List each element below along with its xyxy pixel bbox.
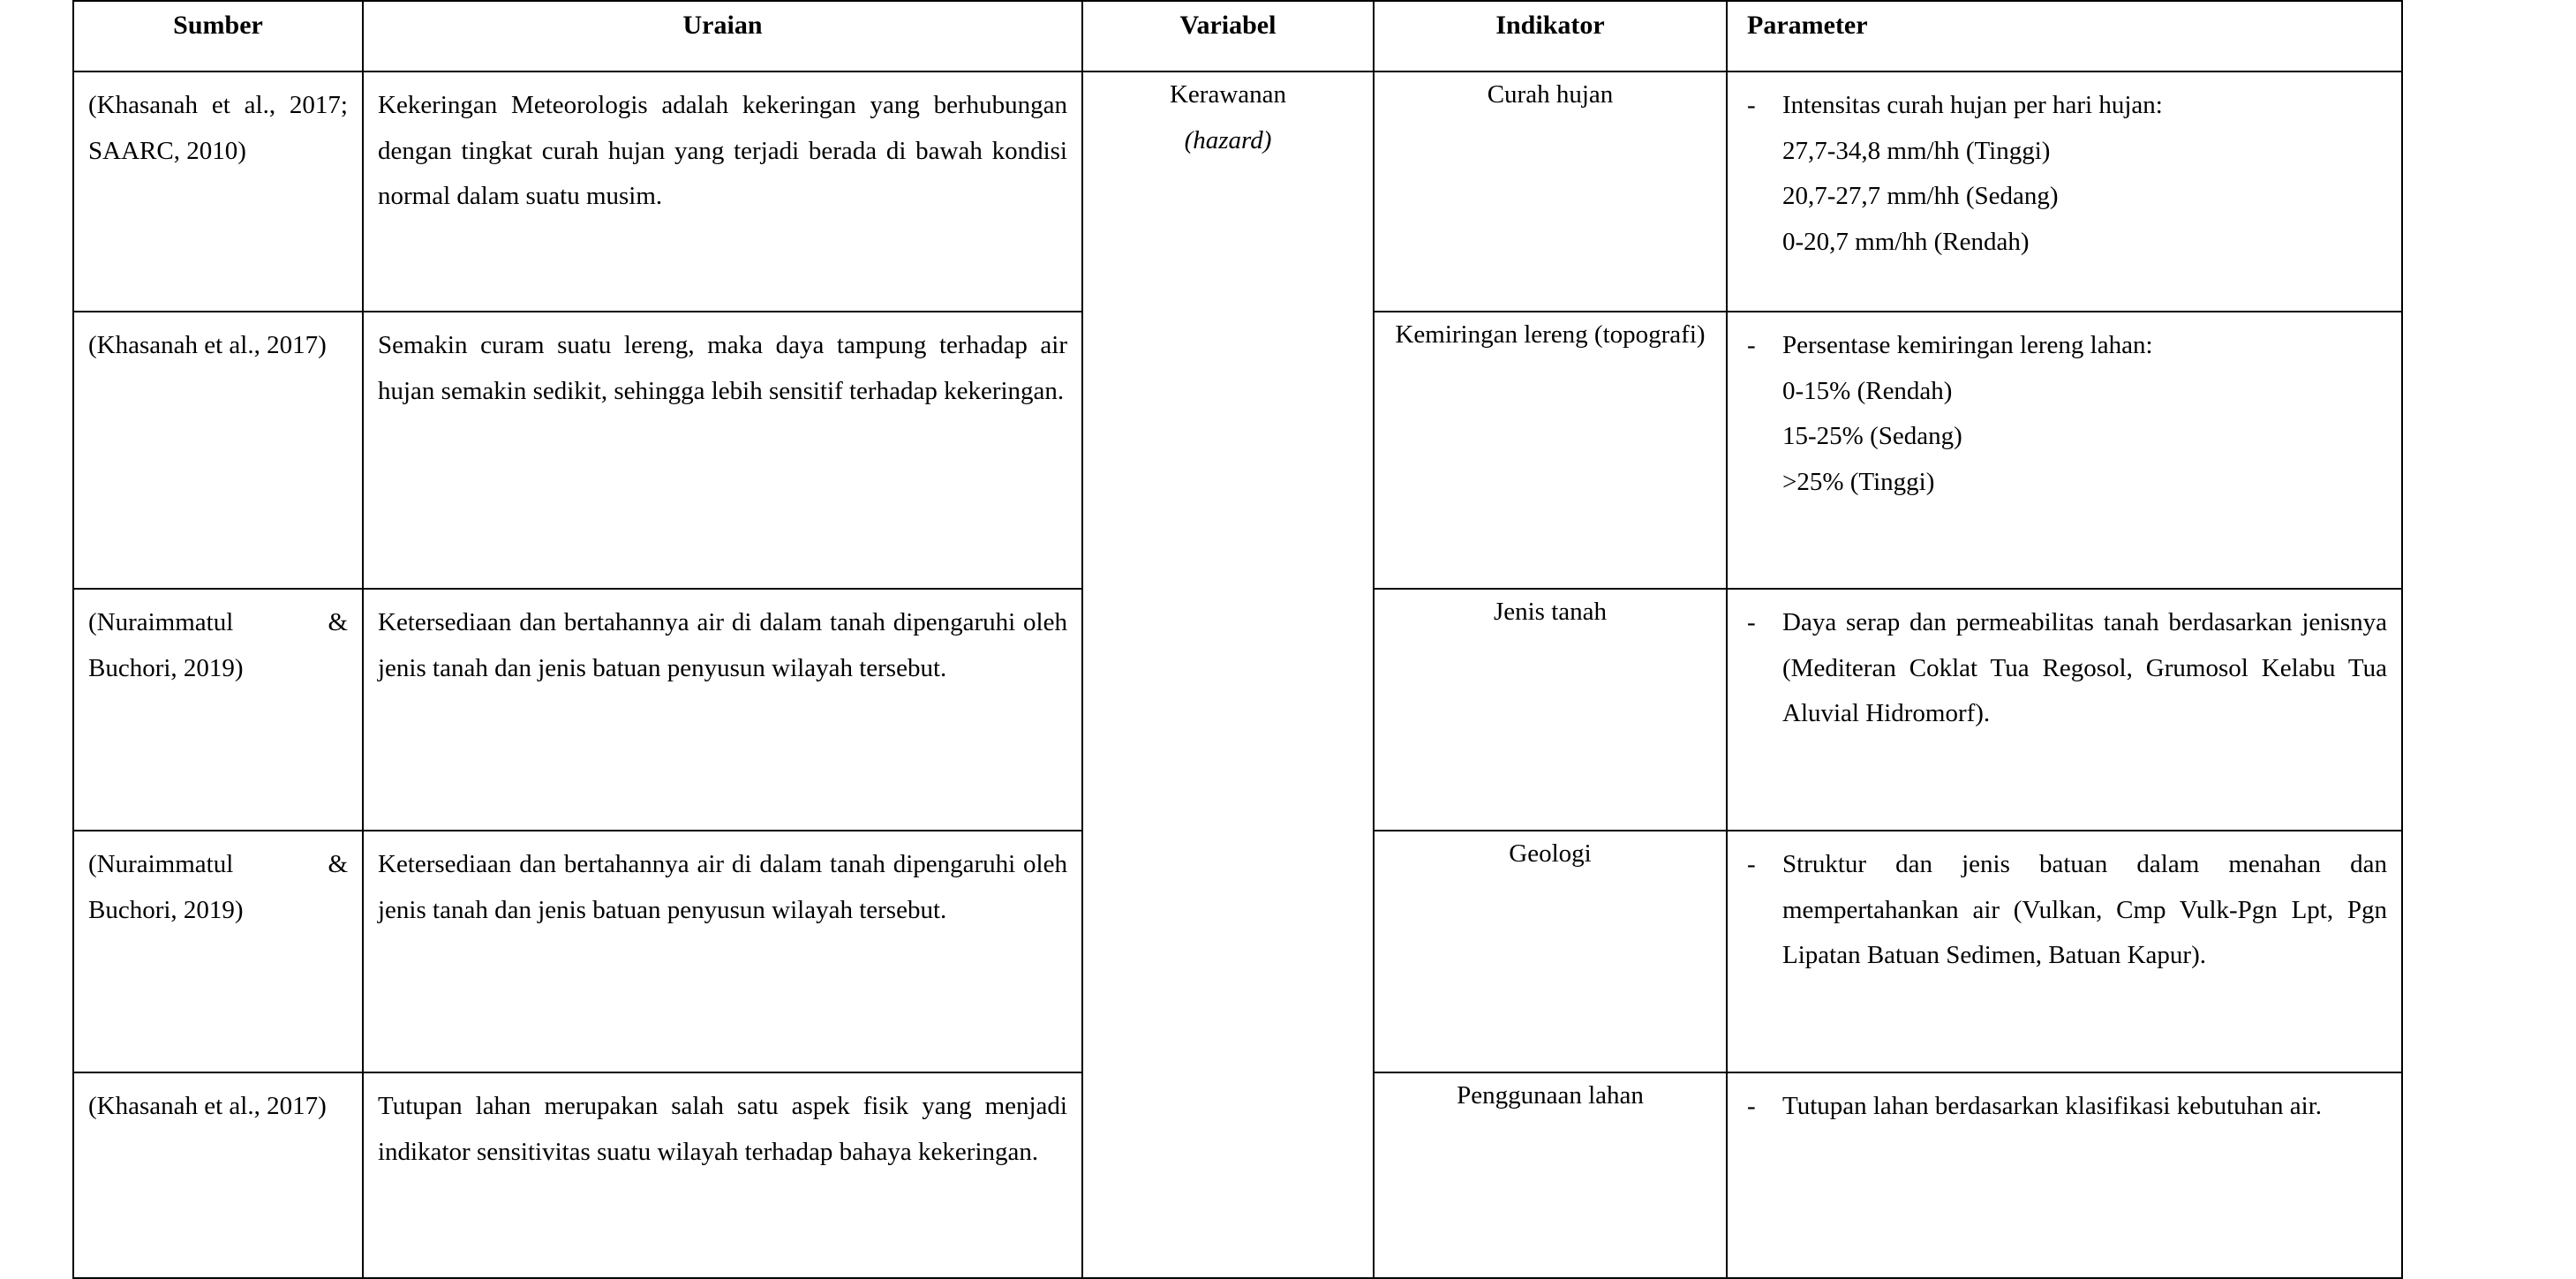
indikator-text: Curah hujan bbox=[1487, 80, 1614, 109]
column-header-variabel-label: Variabel bbox=[1179, 11, 1277, 40]
column-header-uraian-label: Uraian bbox=[682, 11, 763, 40]
column-header-parameter-label: Parameter bbox=[1747, 11, 1868, 40]
cell-parameter bbox=[1727, 1072, 2402, 1278]
uraian-text: Ketersediaan dan bertahannya air di dalam tanah dipengaruhi oleh jenis tanah dan jenis batuan penyusun wilayah tersebut. bbox=[378, 608, 1067, 682]
column-header-sumber bbox=[73, 1, 363, 71]
indikator-text: Kemiringan lereng (topografi) bbox=[1395, 320, 1706, 349]
uraian-text: Kekeringan Meteorologis adalah kekeringan yang berhubungan dengan tingkat curah hujan yang terjadi berada di bawah kondisi normal dalam suatu musim. bbox=[378, 91, 1067, 211]
uraian-text: Semakin curam suatu lereng, maka daya tampung terhadap air hujan semakin sedikit, sehingga lebih sensitif terhadap kekeringan. bbox=[378, 331, 1067, 405]
bullet-dash-icon: - bbox=[1747, 331, 1756, 359]
parameter-block bbox=[1728, 312, 2401, 517]
sumber-text: (Khasanah et al., 2017; SAARC, 2010) bbox=[88, 91, 348, 165]
sumber-text: (Nuraimmatul & Buchori, 2019) bbox=[88, 850, 348, 924]
parameter-lead-text: Daya serap dan permeabilitas tanah berdasarkan jenisnya (Mediteran Coklat Tua Regosol, Grumosol Kelabu Tua Aluvial Hidromorf). bbox=[1782, 608, 2387, 728]
cell-uraian bbox=[363, 831, 1082, 1072]
parameter-item bbox=[1742, 1084, 2387, 1130]
variabel-term: (hazard) bbox=[1184, 125, 1272, 154]
column-header-variabel bbox=[1082, 1, 1374, 71]
indikator-text: Jenis tanah bbox=[1493, 598, 1608, 626]
sumber-text: (Khasanah et al., 2017) bbox=[88, 331, 327, 359]
drought-hazard-variable-table bbox=[72, 0, 2403, 1279]
column-header-uraian bbox=[363, 1, 1082, 71]
cell-variabel-merged bbox=[1082, 71, 1374, 1278]
parameter-block bbox=[1728, 1073, 2401, 1142]
parameter-lead-text: Tutupan lahan berdasarkan klasifikasi kebutuhan air. bbox=[1782, 1092, 2322, 1120]
column-header-indikator bbox=[1374, 1, 1727, 71]
cell-sumber bbox=[73, 831, 363, 1072]
cell-uraian bbox=[363, 312, 1082, 589]
cell-sumber bbox=[73, 589, 363, 831]
parameter-subline: 20,7-27,7 mm/hh (Sedang) bbox=[1782, 182, 2059, 211]
cell-uraian bbox=[363, 589, 1082, 831]
parameter-block bbox=[1728, 590, 2401, 749]
parameter-item bbox=[1742, 83, 2387, 265]
cell-parameter bbox=[1727, 312, 2402, 589]
cell-uraian bbox=[363, 71, 1082, 312]
uraian-text: Tutupan lahan merupakan salah satu aspek fisik yang menjadi indikator sensitivitas suatu wilayah terhadap bahaya kekeringan. bbox=[378, 1092, 1067, 1166]
cell-indikator bbox=[1374, 1072, 1727, 1278]
bullet-dash-icon: - bbox=[1747, 608, 1756, 636]
table-row bbox=[73, 71, 2402, 312]
cell-indikator bbox=[1374, 312, 1727, 589]
bullet-dash-icon: - bbox=[1747, 850, 1756, 878]
uraian-text: Ketersediaan dan bertahannya air di dalam tanah dipengaruhi oleh jenis tanah dan jenis batuan penyusun wilayah tersebut. bbox=[378, 850, 1067, 924]
parameter-subline: >25% (Tinggi) bbox=[1782, 467, 1935, 496]
parameter-item bbox=[1742, 600, 2387, 737]
indikator-text: Penggunaan lahan bbox=[1457, 1081, 1644, 1110]
cell-sumber bbox=[73, 312, 363, 589]
bullet-dash-icon: - bbox=[1747, 1092, 1756, 1120]
cell-parameter bbox=[1727, 831, 2402, 1072]
indikator-text: Geologi bbox=[1509, 839, 1592, 868]
column-header-sumber-label: Sumber bbox=[173, 11, 263, 40]
column-header-indikator-label: Indikator bbox=[1495, 11, 1605, 40]
parameter-block bbox=[1728, 72, 2401, 277]
bullet-dash-icon: - bbox=[1747, 91, 1756, 119]
parameter-lead-text: Intensitas curah hujan per hari hujan: bbox=[1782, 91, 2163, 119]
parameter-item bbox=[1742, 842, 2387, 979]
cell-sumber bbox=[73, 1072, 363, 1278]
variabel-block bbox=[1083, 72, 1373, 163]
parameter-subline: 27,7-34,8 mm/hh (Tinggi) bbox=[1782, 136, 2051, 165]
parameter-block bbox=[1728, 831, 2401, 991]
parameter-subline: 0-15% (Rendah) bbox=[1782, 376, 1953, 405]
variabel-name: Kerawanan bbox=[1169, 80, 1287, 109]
parameter-list bbox=[1742, 1084, 2387, 1130]
parameter-list bbox=[1742, 842, 2387, 979]
parameter-lead-text: Struktur dan jenis batuan dalam menahan dan mempertahankan air (Vulkan, Cmp Vulk-Pgn Lpt, Pgn Lipatan Batuan Sedimen, Batuan Kapur). bbox=[1782, 850, 2387, 970]
column-header-parameter bbox=[1727, 1, 2402, 71]
cell-indikator bbox=[1374, 831, 1727, 1072]
cell-parameter bbox=[1727, 71, 2402, 312]
table-header-row bbox=[73, 1, 2402, 71]
cell-indikator bbox=[1374, 589, 1727, 831]
parameter-list bbox=[1742, 600, 2387, 737]
parameter-item bbox=[1742, 323, 2387, 505]
parameter-list bbox=[1742, 83, 2387, 265]
parameter-subline: 15-25% (Sedang) bbox=[1782, 422, 1962, 451]
cell-sumber bbox=[73, 71, 363, 312]
cell-parameter bbox=[1727, 589, 2402, 831]
sumber-text: (Nuraimmatul & Buchori, 2019) bbox=[88, 608, 348, 682]
parameter-subline: 0-20,7 mm/hh (Rendah) bbox=[1782, 227, 2030, 256]
parameter-lead-text: Persentase kemiringan lereng lahan: bbox=[1782, 331, 2153, 359]
cell-uraian bbox=[363, 1072, 1082, 1278]
cell-indikator bbox=[1374, 71, 1727, 312]
sumber-text: (Khasanah et al., 2017) bbox=[88, 1092, 327, 1120]
parameter-list bbox=[1742, 323, 2387, 505]
